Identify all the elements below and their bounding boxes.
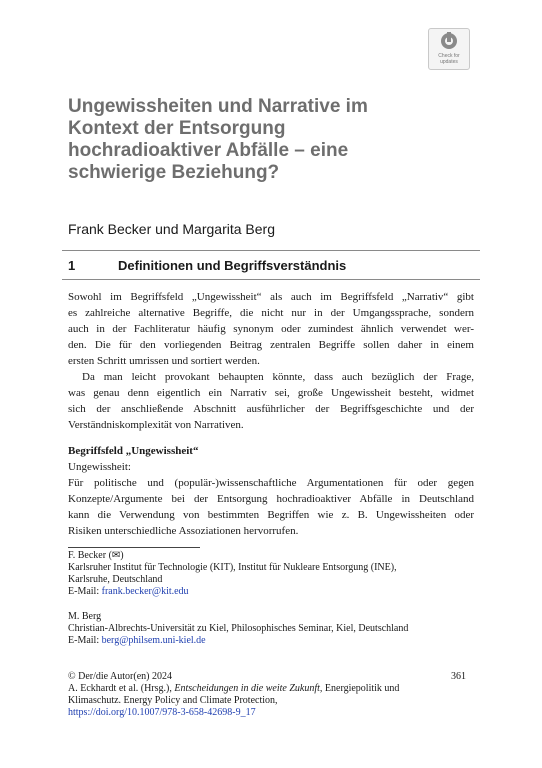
affil-email-row bbox=[68, 586, 488, 598]
affiliation-becker bbox=[68, 550, 488, 598]
text-line: Konzepte/Argumente bei der Entsorgung hochradioaktiver Abfälle in Deutschland bbox=[68, 493, 474, 505]
affil-institution: Karlsruher Institut für Technologie (KIT), Institut für Nukleare Entsorgung (INE), bbox=[68, 562, 397, 573]
citation bbox=[68, 683, 478, 695]
affil-city: Karlsruhe, Deutschland bbox=[68, 574, 163, 585]
text-line: kann die Verwendung von bestimmten Begriffen wie z. B. Ungewissheiten oder bbox=[68, 509, 474, 521]
email-label: E-Mail: bbox=[68, 635, 102, 646]
citation-editors: A. Eckhardt et al. (Hrsg.), bbox=[68, 683, 175, 694]
badge-line-1: Check for bbox=[438, 53, 460, 59]
footer bbox=[68, 671, 478, 719]
text-line: Risiken unterschiedliche Assoziationen hervorrufen. bbox=[68, 525, 299, 537]
affil-name: M. Berg bbox=[68, 611, 102, 622]
text-line: sich der anschließende Abschnitt ausführlicher der Begriffsgeschichte und der bbox=[68, 403, 474, 415]
affil-name: F. Becker (✉) bbox=[68, 550, 124, 561]
copyright: © Der/die Autor(en) 2024 bbox=[68, 671, 172, 682]
section-title: Definitionen und Begriffsverständnis bbox=[118, 258, 347, 273]
text-line: Für politische und (populär-)wissenschaftliche Argumentationen für oder gegen bbox=[68, 477, 474, 489]
citation-title: Entscheidungen in die weite Zukunft, bbox=[174, 683, 323, 694]
text-line: was genau denn eigentlich ein Narrativ sei, große Ungewissheit besteht, widmet bbox=[68, 387, 474, 399]
check-for-updates-icon bbox=[441, 33, 457, 49]
page-number: 361 bbox=[451, 671, 466, 682]
doi-link[interactable]: https://doi.org/10.1007/978-3-658-42698-9_17 bbox=[68, 707, 256, 718]
email-link[interactable]: frank.becker@kit.edu bbox=[101, 586, 189, 597]
affil-institution: Christian-Albrechts-Universität zu Kiel, Philosophisches Seminar, Kiel, Deutschland bbox=[68, 623, 409, 634]
text-line: Verständniskomplexität von Narrativen. bbox=[68, 419, 244, 431]
text-line: auch in der Fachliteratur häufig synonym oder zumindest ähnlich verwendet wer- bbox=[68, 323, 474, 335]
text-line: ersten Schritt umrissen und sortiert werden. bbox=[68, 355, 260, 367]
series: Klimaschutz. Energy Policy and Climate Protection, bbox=[68, 695, 278, 706]
chapter-title bbox=[68, 96, 488, 184]
title-line: schwierige Beziehung? bbox=[68, 162, 280, 183]
section-number: 1 bbox=[68, 258, 76, 273]
text-line: Sowohl im Begriffsfeld „Ungewissheit“ als auch im Begriffsfeld „Narrativ“ gibt bbox=[68, 291, 474, 303]
paragraph-1 bbox=[68, 289, 474, 369]
check-for-updates-badge[interactable] bbox=[428, 28, 470, 70]
subheading: Begriffsfeld „Ungewissheit“ bbox=[68, 445, 199, 457]
affiliation-berg bbox=[68, 611, 488, 647]
section-bottom-rule bbox=[62, 279, 480, 280]
citation-series-prefix: Energiepolitik und bbox=[322, 683, 400, 694]
text-line: es zahlreiche alternative Begriffe, die nicht nur in der Umgangssprache, sondern bbox=[68, 307, 474, 319]
paragraph-2 bbox=[68, 369, 474, 433]
section-top-rule bbox=[62, 250, 480, 251]
title-line: Ungewissheiten und Narrative im bbox=[68, 96, 368, 117]
affil-email-row bbox=[68, 635, 488, 647]
text-line: Da man leicht provokant behaupten könnte, dass auch bezüglich der Frage, bbox=[82, 371, 474, 383]
subsection bbox=[68, 443, 474, 539]
footnote-rule bbox=[68, 547, 200, 548]
email-label: E-Mail: bbox=[68, 586, 102, 597]
email-link[interactable]: berg@philsem.uni-kiel.de bbox=[101, 635, 206, 646]
title-line: hochradioaktiver Abfälle – eine bbox=[68, 140, 349, 161]
subsubheading: Ungewissheit: bbox=[68, 461, 131, 473]
text-line: den. Die für den vorliegenden Beitrag zentralen Begriffe sollen daher in einem bbox=[68, 339, 474, 351]
authors: Frank Becker und Margarita Berg bbox=[68, 221, 275, 237]
badge-line-2: updates bbox=[440, 59, 458, 65]
title-line: Kontext der Entsorgung bbox=[68, 118, 286, 139]
